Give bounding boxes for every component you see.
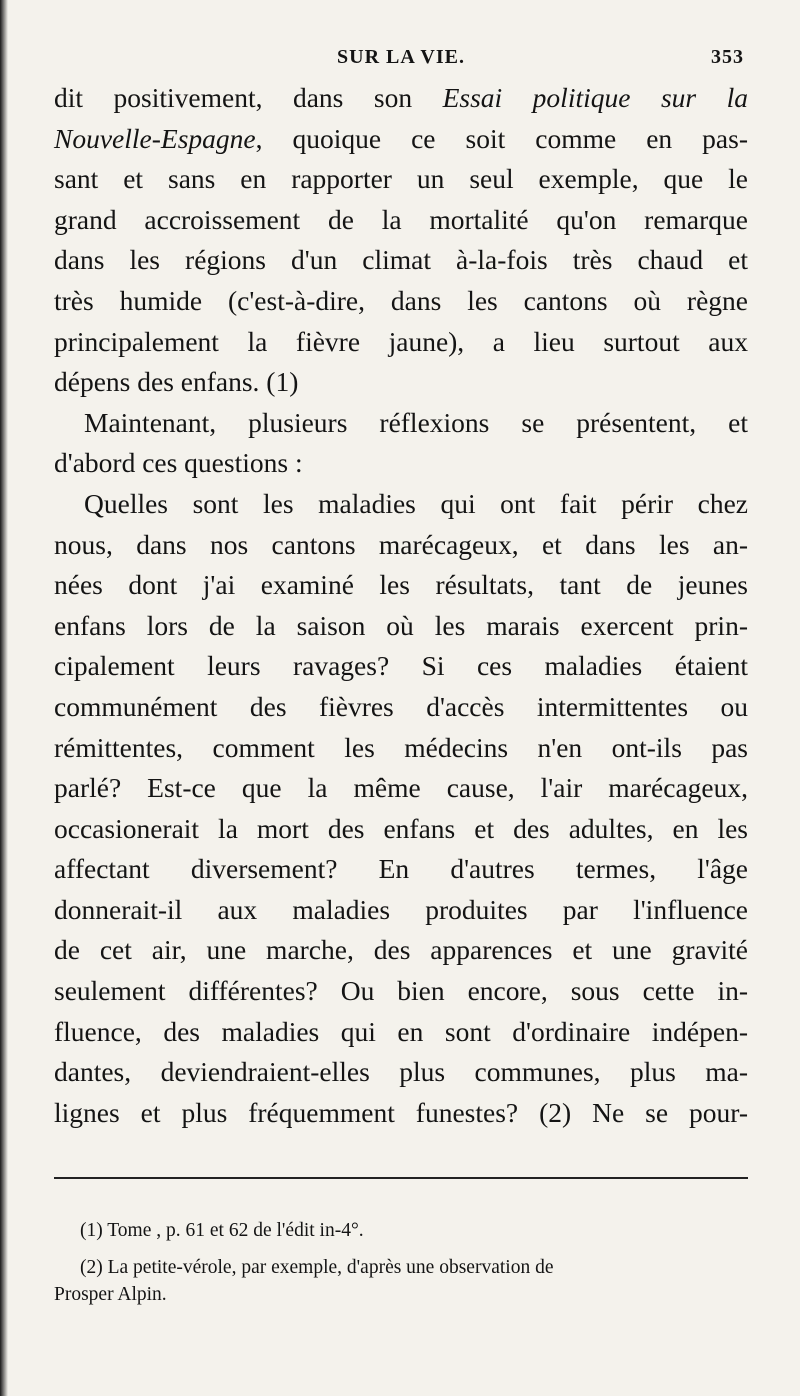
text-line: de cet air, une marche, des apparences et une gravité xyxy=(54,934,748,966)
text-line: fluence, des maladies qui en sont d'ordinaire indépen- xyxy=(54,1015,748,1047)
text-line: lignes et plus fréquemment funestes? (2) Ne se pour- xyxy=(54,1096,748,1128)
footnote-rule xyxy=(54,1177,748,1179)
text-line: nées dont j'ai examiné les résultats, tant de jeunes xyxy=(54,569,748,601)
text-line: Maintenant, plusieurs réflexions se présentent, et xyxy=(84,406,748,438)
text-line: très humide (c'est-à-dire, dans les cantons où règne xyxy=(54,284,748,316)
text-line: sant et sans en rapporter un seul exemple, que le xyxy=(54,163,748,195)
text-line: principalement la fièvre jaune), a lieu surtout aux xyxy=(54,325,748,357)
footnote-1: (1) Tome , p. 61 et 62 de l'édit in-4°. xyxy=(80,1220,364,1242)
text-line: cipalement leurs ravages? Si ces maladies étaient xyxy=(54,650,748,682)
page-edge-shadow xyxy=(0,0,8,1396)
text-line: parlé? Est-ce que la même cause, l'air marécageux, xyxy=(54,772,748,804)
text-line: dit positivement, dans son Essai politique sur la xyxy=(54,82,748,113)
footnote-2-continued: Prosper Alpin. xyxy=(54,1284,167,1306)
footnote-2: (2) La petite-vérole, par exemple, d'après une observation de xyxy=(80,1257,554,1279)
text-line: dépens des enfans. (1) xyxy=(54,366,299,398)
text-line: seulement différentes? Ou bien encore, sous cette in- xyxy=(54,975,748,1007)
text-line: nous, dans nos cantons marécageux, et dans les an- xyxy=(54,528,748,560)
text-line: affectant diversement? En d'autres termes, l'âge xyxy=(54,853,748,885)
text-line: grand accroissement de la mortalité qu'on remarque xyxy=(54,203,748,235)
text-line: dantes, deviendraient-elles plus communes, plus ma- xyxy=(54,1056,748,1088)
text-line: enfans lors de la saison où les marais exercent prin- xyxy=(54,609,748,641)
text-line: donnerait-il aux maladies produites par l'influence xyxy=(54,893,748,925)
page-header xyxy=(54,36,748,78)
body-text xyxy=(54,78,748,1133)
footnotes xyxy=(54,1217,748,1308)
page-number: 353 xyxy=(711,46,744,68)
text-line: d'abord ces questions : xyxy=(54,447,303,479)
text-line: communément des fièvres d'accès intermittentes ou xyxy=(54,690,748,722)
text-line: dans les régions d'un climat à-la-fois très chaud et xyxy=(54,244,748,276)
text-line: occasionerait la mort des enfans et des adultes, en les xyxy=(54,812,748,844)
text-line: rémittentes, comment les médecins n'en ont-ils pas xyxy=(54,731,748,763)
text-line: Nouvelle-Espagne, quoique ce soit comme en pas- xyxy=(54,122,748,154)
text-line: Quelles sont les maladies qui ont fait périr chez xyxy=(84,487,748,519)
running-head: SUR LA VIE. xyxy=(337,46,465,68)
